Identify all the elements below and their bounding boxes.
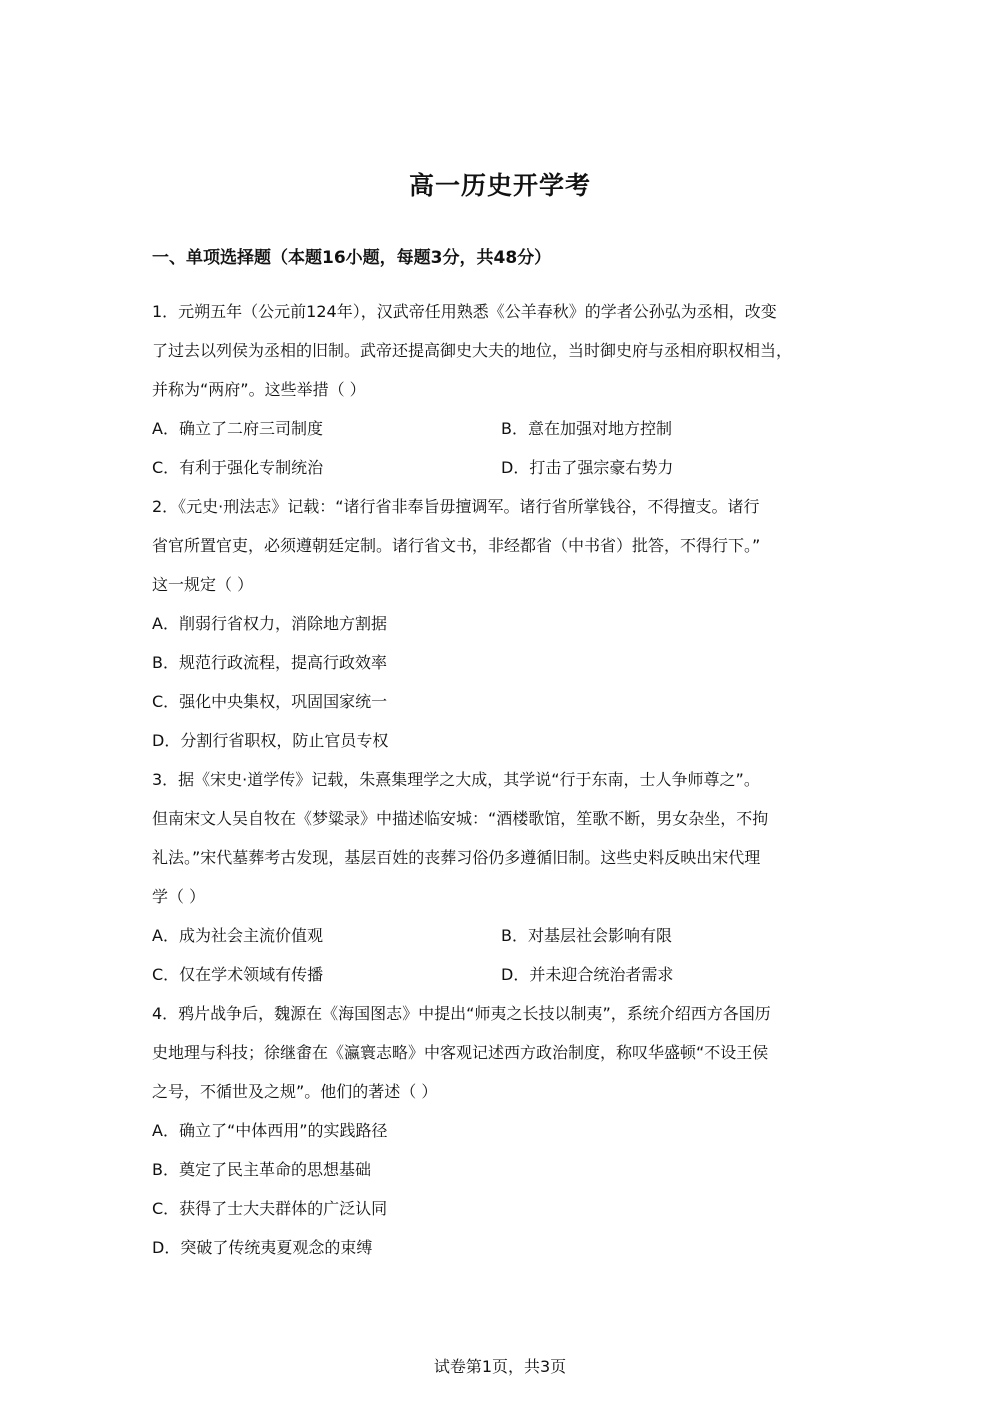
- option-a: A．确立了“中体西用”的实践路径: [152, 1121, 388, 1140]
- option-row: [152, 916, 852, 955]
- option-b: B．意在加强对地方控制: [501, 419, 672, 438]
- option-a: A．削弱行省权力，消除地方割据: [152, 614, 387, 633]
- option-b: B．对基层社会影响有限: [501, 926, 672, 945]
- option-d: D．突破了传统夷夏观念的束缚: [152, 1238, 373, 1257]
- question-stem-line: 2．《元史·刑法志》记载：“诸行省非奉旨毋擅调军。诸行省所掌钱谷，不得擅支。诸行: [152, 497, 760, 516]
- option-c: C．仅在学术领域有传播: [152, 965, 324, 984]
- option-a: A．确立了二府三司制度: [152, 419, 323, 438]
- question-4: [152, 994, 852, 1267]
- question-stem-line: 省官所置官吏，必须遵朝廷定制。诸行省文书，非经都省（中书省）批答，不得行下。”: [152, 536, 761, 555]
- question-1: [152, 292, 852, 487]
- option-row: [152, 955, 852, 994]
- option-row: [152, 409, 852, 448]
- question-stem-line: 之号，不循世及之规”。他们的著述（ ）: [152, 1082, 438, 1101]
- option-b: B．奠定了民主革命的思想基础: [152, 1160, 371, 1179]
- question-stem-line: 4．鸦片战争后，魏源在《海国图志》中提出“师夷之长技以制夷”，系统介绍西方各国历: [152, 1004, 771, 1023]
- question-stem-line: 礼法。”宋代墓葬考古发现，基层百姓的丧葬习俗仍多遵循旧制。这些史料反映出宋代理: [152, 848, 761, 867]
- option-row: [152, 448, 852, 487]
- option-a: A．成为社会主流价值观: [152, 926, 323, 945]
- option-d: D．并未迎合统治者需求: [501, 965, 674, 984]
- question-stem-line: 并称为“两府”。这些举措（ ）: [152, 380, 366, 399]
- question-2: [152, 487, 852, 760]
- question-stem-line: 1．元朔五年（公元前124年），汉武帝任用熟悉《公羊春秋》的学者公孙弘为丞相，改变: [152, 302, 777, 321]
- option-c: C．有利于强化专制统治: [152, 458, 324, 477]
- question-list: [152, 292, 852, 1267]
- exam-title: 高一历史开学考: [408, 171, 591, 200]
- question-3: [152, 760, 852, 994]
- section-heading: 一、单项选择题（本题16小题，每题3分，共48分）: [152, 248, 552, 268]
- option-c: C．强化中央集权，巩固国家统一: [152, 692, 388, 711]
- question-stem-line: 这一规定（ ）: [152, 575, 254, 594]
- option-d: D．打击了强宗豪右势力: [501, 458, 674, 477]
- question-stem-line: 了过去以列侯为丞相的旧制。武帝还提高御史大夫的地位，当时御史府与丞相府职权相当，: [152, 341, 793, 360]
- question-stem-line: 但南宋文人吴自牧在《梦粱录》中描述临安城：“酒楼歌馆，笙歌不断，男女杂坐，不拘: [152, 809, 769, 828]
- question-stem-line: 学（ ）: [152, 887, 206, 906]
- option-d: D．分割行省职权，防止官员专权: [152, 731, 389, 750]
- option-b: B．规范行政流程，提高行政效率: [152, 653, 387, 672]
- question-stem-line: 3．据《宋史·道学传》记载，朱熹集理学之大成，其学说“行于东南，士人争师尊之”。: [152, 770, 760, 789]
- question-stem-line: 史地理与科技；徐继畬在《瀛寰志略》中客观记述西方政治制度，称叹华盛顿“不设王侯: [152, 1043, 769, 1062]
- option-c: C．获得了士大夫群体的广泛认同: [152, 1199, 388, 1218]
- page-footer: 试卷第1页，共3页: [433, 1357, 567, 1376]
